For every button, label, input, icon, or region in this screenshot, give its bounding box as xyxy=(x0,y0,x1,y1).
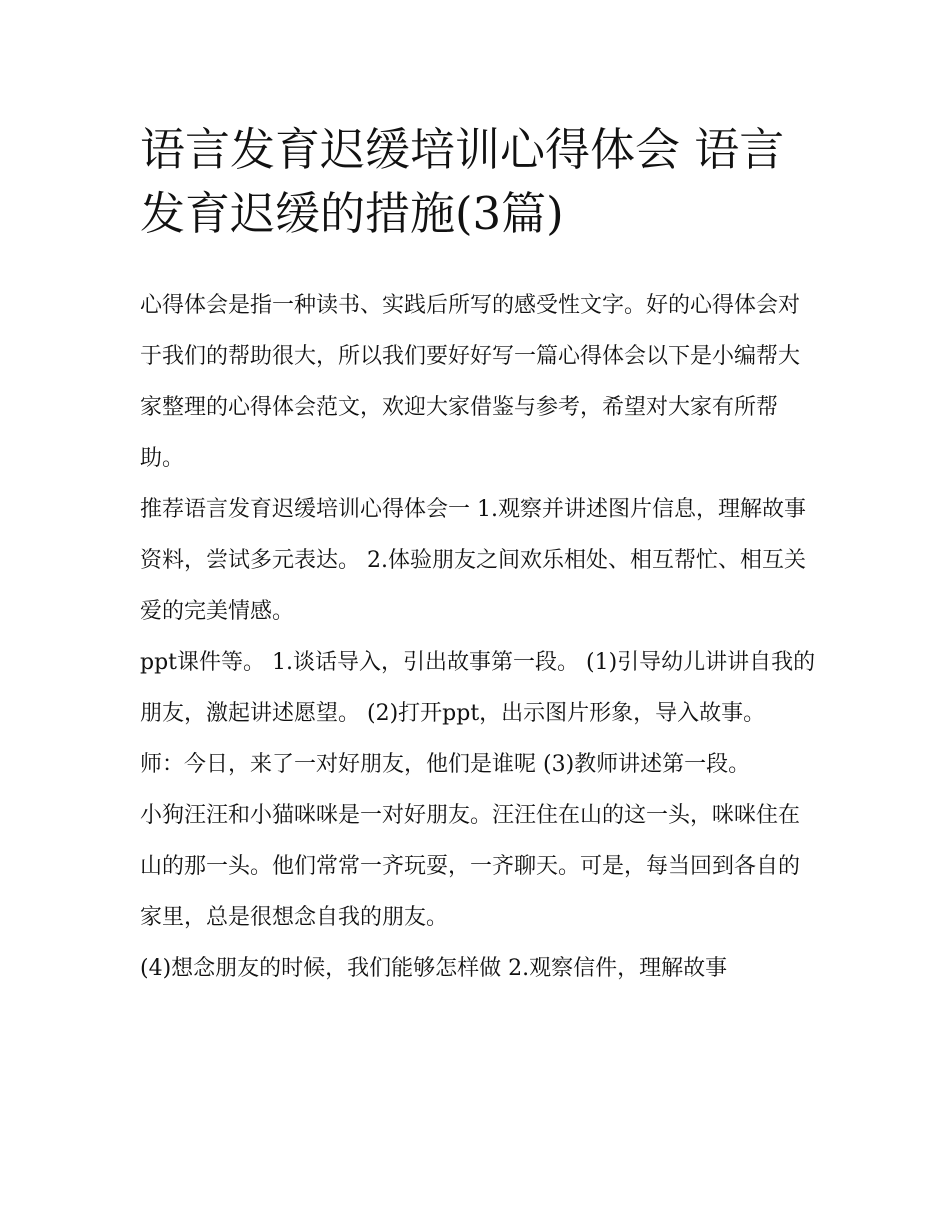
paragraph-story: 小狗汪汪和小猫咪咪是一对好朋友。汪汪住在山的这一头，咪咪住在山的那一头。他们常常一齐玩耍，一齐聊天。可是，每当回到各自的家里，总是很想念自我的朋友。 xyxy=(140,803,801,930)
paragraph-preparation: ppt课件等。 1.谈话导入，引出故事第一段。 (1)引导幼儿讲讲自我的朋友，激起讲述愿望。 (2)打开ppt，出示图片形象，导入故事。 xyxy=(140,650,816,726)
paragraph-question: (4)想念朋友的时候，我们能够怎样做 2.观察信件，理解故事 xyxy=(140,956,728,981)
paragraph-intro: 心得体会是指一种读书、实践后所写的感受性文字。好的心得体会对于我们的帮助很大，所以我们要好好写一篇心得体会以下是小编帮大家整理的心得体会范文，欢迎大家借鉴与参考，希望对大家有所帮助。 xyxy=(140,293,801,471)
paragraph-teacher-line: 师：今日，来了一对好朋友，他们是谁呢 (3)教师讲述第一段。 xyxy=(140,752,751,777)
document-title: 语言发育迟缓培训心得体会 语言发育迟缓的措施(3篇) xyxy=(140,123,785,240)
document-body xyxy=(140,280,820,994)
paragraph-objectives: 推荐语言发育迟缓培训心得体会一 1.观察并讲述图片信息，理解故事资料，尝试多元表达。 2.体验朋友之间欢乐相处、相互帮忙、相互关爱的完美情感。 xyxy=(140,497,806,624)
